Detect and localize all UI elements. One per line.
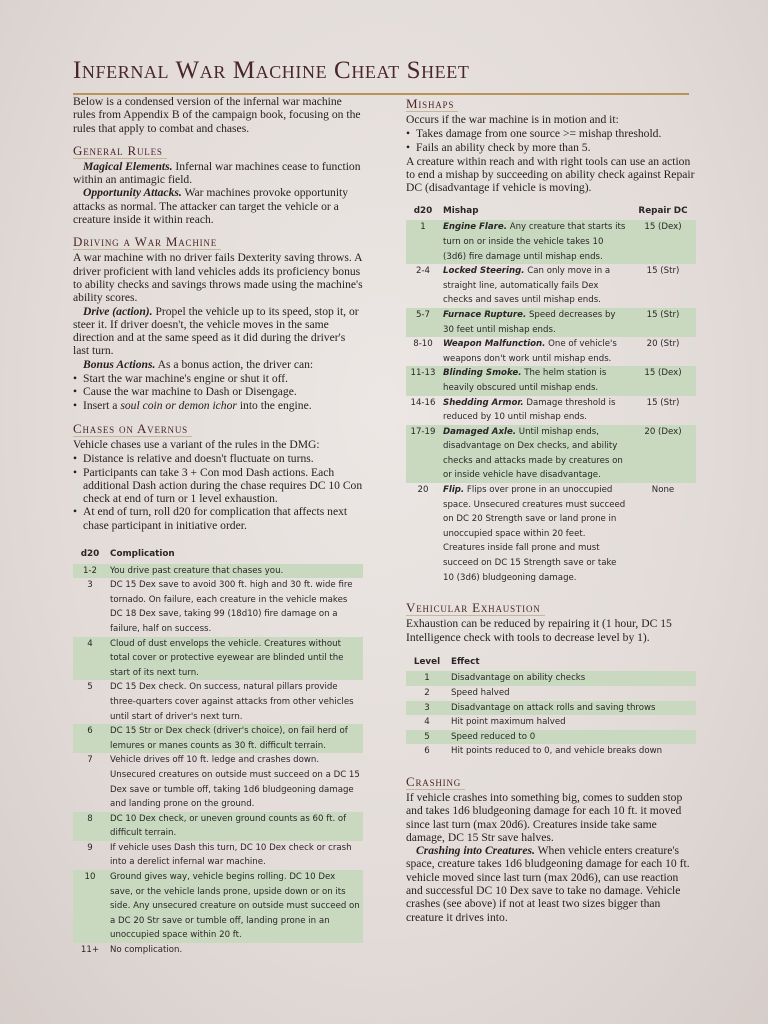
complication-header: Complication (110, 549, 175, 560)
table-row: 1-2 You drive past creature that chases you. (73, 564, 363, 579)
table-row: 14-16 Shedding Armor. Damage threshold is reduced by 10 until mishap ends. 15 (Str) (410, 397, 680, 423)
list-item: • At end of turn, roll d20 for complication that affects next chase participant in initiative order. (73, 505, 363, 532)
magical-elements-label: Magical Elements. (83, 159, 173, 173)
list-item: • Start the war machine's engine or shut it off. (73, 372, 363, 385)
right-column (406, 95, 696, 924)
crashing-creatures-text: When vehicle enters creature's space, creature takes 1d6 bludgeoning damage for each 10 ft. vehicle moved since last turn (max 20d6), can use reaction and successful DC 10 Dex save to take no damage. Vehicle crashes (see above) if not at least two sizes bigger than creature it drives into. (406, 844, 690, 924)
magical-elements-rule (73, 160, 363, 187)
mishap-table (406, 201, 696, 585)
crashing-creatures-label: Crashing into Creatures. (416, 844, 535, 858)
table-row: 6 DC 15 Str or Dex check (driver's choice), on fail herd of lemures or manes counts as 30 ft. difficult terrain. (73, 724, 363, 753)
table-row: 3 DC 15 Dex save to avoid 300 ft. high and 30 ft. wide fire tornado. On failure, each creature in the vehicle makes DC 18 Dex save, taking 99 (18d10) fire damage on a failure, half on success. (87, 580, 353, 634)
table-row: 11-13 Blinding Smoke. The helm station is heavily obscured until mishap ends. 15 (Dex) (406, 366, 696, 395)
list-item: • Takes damage from one source >= mishap threshold. (406, 127, 696, 140)
opportunity-attacks-rule (73, 186, 363, 226)
table-row: 2 Speed halved (424, 688, 510, 698)
table-row: 6 Hit points reduced to 0, and vehicle breaks down (424, 746, 663, 757)
bonus-actions-label: Bonus Actions. (83, 357, 156, 371)
exhaustion-text: Exhaustion can be reduced by repairing it (1 hour, DC 15 Intelligence check with tools to decrease level by 1). (406, 617, 672, 644)
exhaustion-table (406, 652, 696, 759)
intro-text: Below is a condensed version of the infernal war machine rules from Appendix B of the campaign book, focusing on the rules that apply to combat and chases. (73, 95, 361, 135)
list-item: • Participants can take 3 + Con mod Dash actions. Each additional Dash action during the chase requires DC 10 Con check at end of turn or 1 level exhaustion. (73, 466, 363, 506)
table-row: 8-10 Weapon Malfunction. One of vehicle's weapons don't work until mishap ends. 20 (Str) (413, 339, 680, 364)
mishaps-intro: Occurs if the war machine is in motion and it: (406, 113, 619, 126)
complication-roll-header: d20 (80, 549, 100, 560)
driving-text: A war machine with no driver fails Dexterity saving throws. A driver proficient with land vehicles adds its proficiency bonus to ability checks and savings throws made using the machine's ability scores. (73, 251, 363, 305)
list-item: • Cause the war machine to Dash or Disengage. (73, 385, 363, 398)
table-row: 5-7 Furnace Rupture. Speed decreases by 30 feet until mishap ends. 15 (Str) (406, 308, 696, 337)
crashing-heading: Crashing (406, 775, 465, 790)
table-row: 1 Engine Flare. Any creature that starts its turn on or inside the vehicle takes 10 (3d6) fire damage until mishap ends. 15 (Dex) (406, 220, 696, 264)
table-row: 20 Flip. Flips over prone in an unoccupied space. Unsecured creatures must succeed on DC 20 Strength save or land prone in unoccupied space within 20 feet. Creatures inside fall prone and must succeed on DC 15 Strength save or take 10 (3d6) bludgeoning damage. None (417, 485, 675, 583)
exhaustion-heading: Vehicular Exhaustion (406, 601, 545, 616)
drive-action-rule (73, 305, 363, 358)
mishaps-list (406, 127, 696, 154)
drive-action-label: Drive (action). (83, 304, 153, 318)
left-column (73, 95, 363, 958)
table-row: 5 Speed reduced to 0 (406, 730, 696, 745)
mishaps-repair-text: A creature within reach and with right tools can use an action to end a mishap by succeeding on ability check against Repair DC (disadvantage if vehicle is moving). (406, 154, 695, 195)
table-row: 4 Hit point maximum halved (424, 717, 566, 728)
chases-text: Vehicle chases use a variant of the rules in the DMG: (73, 437, 320, 451)
complication-table (73, 544, 363, 958)
drive-action-text: Propel the vehicle up to its speed, stop it, or steer it. If driver doesn't, the vehicle moves in the same direction and at the same speed as it did during the driver's last turn. (73, 304, 359, 358)
chases-heading: Chases on Avernus (73, 422, 192, 437)
driving-heading: Driving a War Machine (73, 235, 221, 250)
chases-list (73, 452, 363, 532)
opportunity-attacks-text: War machines provoke opportunity attacks as normal. The attacker can target the vehicle or a creature inside it within reach. (73, 186, 349, 227)
table-row: 17-19 Damaged Axle. Until mishap ends, disadvantage on Dex checks, and ability checks and attacks made by creatures on or inside vehicle have disadvantage. 20 (Dex) (406, 425, 696, 483)
table-row: 8 DC 10 Dex check, or uneven ground counts as 60 ft. of difficult terrain. (73, 812, 363, 841)
repair-dc-header: Repair DC (638, 205, 688, 216)
table-row: 2-4 Locked Steering. Can only move in a straight line, automatically fails Dex checks and saves until mishap ends. 15 (Str) (415, 266, 680, 306)
table-row: 4 Cloud of dust envelops the vehicle. Creatures without total cover or protective eyewear are blinded until the start of its next turn. (73, 637, 363, 681)
list-item: • Fails an ability check by more than 5. (406, 141, 696, 154)
page-title: Infernal War Machine Cheat Sheet (73, 57, 470, 84)
effect-header: Effect (451, 656, 480, 667)
bonus-actions-rule (73, 358, 363, 371)
crashing-text: If vehicle crashes into something big, comes to sudden stop and takes 1d6 bludgeoning damage for each 10 ft. it moved since last turn (max 20d6). Creatures inside take same damage, DC 15 Str save halves. (406, 790, 683, 844)
table-row: 9 If vehicle uses Dash this turn, DC 10 Dex check or crash into a derelict infernal war machine. (87, 842, 352, 868)
table-row: 3 Disadvantage on attack rolls and saving throws (406, 701, 696, 716)
bonus-actions-text: As a bonus action, the driver can: (155, 357, 314, 371)
crashing-creatures-rule (406, 844, 696, 924)
table-row: 1 Disadvantage on ability checks (406, 671, 696, 686)
mishap-roll-header: d20 (413, 205, 433, 216)
list-item: • Distance is relative and doesn't fluctuate on turns. (73, 452, 363, 465)
table-row: 5 DC 15 Dex check. On success, natural pillars provide three-quarters cover against attacks from other vehicles until start of driver's next turn. (87, 682, 354, 722)
table-row: 10 Ground gives way, vehicle begins rolling. DC 10 Dex save, or the vehicle lands prone, upside down or on its side. Any unsecured creature on outside must succeed on a DC 20 Str save or tumble off, landing prone in an unoccupied space within 20 ft. (73, 870, 363, 943)
table-row: 7 Vehicle drives off 10 ft. ledge and crashes down. Unsecured creatures on outside must succeed on a DC 15 Dex save or tumble off, taking 1d6 bludgeoning damage and landing prone on the ground. (87, 755, 360, 810)
opportunity-attacks-label: Opportunity Attacks. (83, 186, 182, 200)
list-item: • Insert a soul coin or demon ichor into the engine. (73, 399, 363, 412)
table-row: 11+ No complication. (80, 945, 183, 956)
mishap-header: Mishap (443, 205, 479, 216)
general-rules-heading: General Rules (73, 144, 167, 159)
bonus-actions-list (73, 372, 363, 412)
mishaps-heading: Mishaps (406, 97, 458, 112)
level-header: Level (413, 656, 441, 667)
magical-elements-text: Infernal war machines cease to function within an antimagic field. (73, 159, 361, 187)
